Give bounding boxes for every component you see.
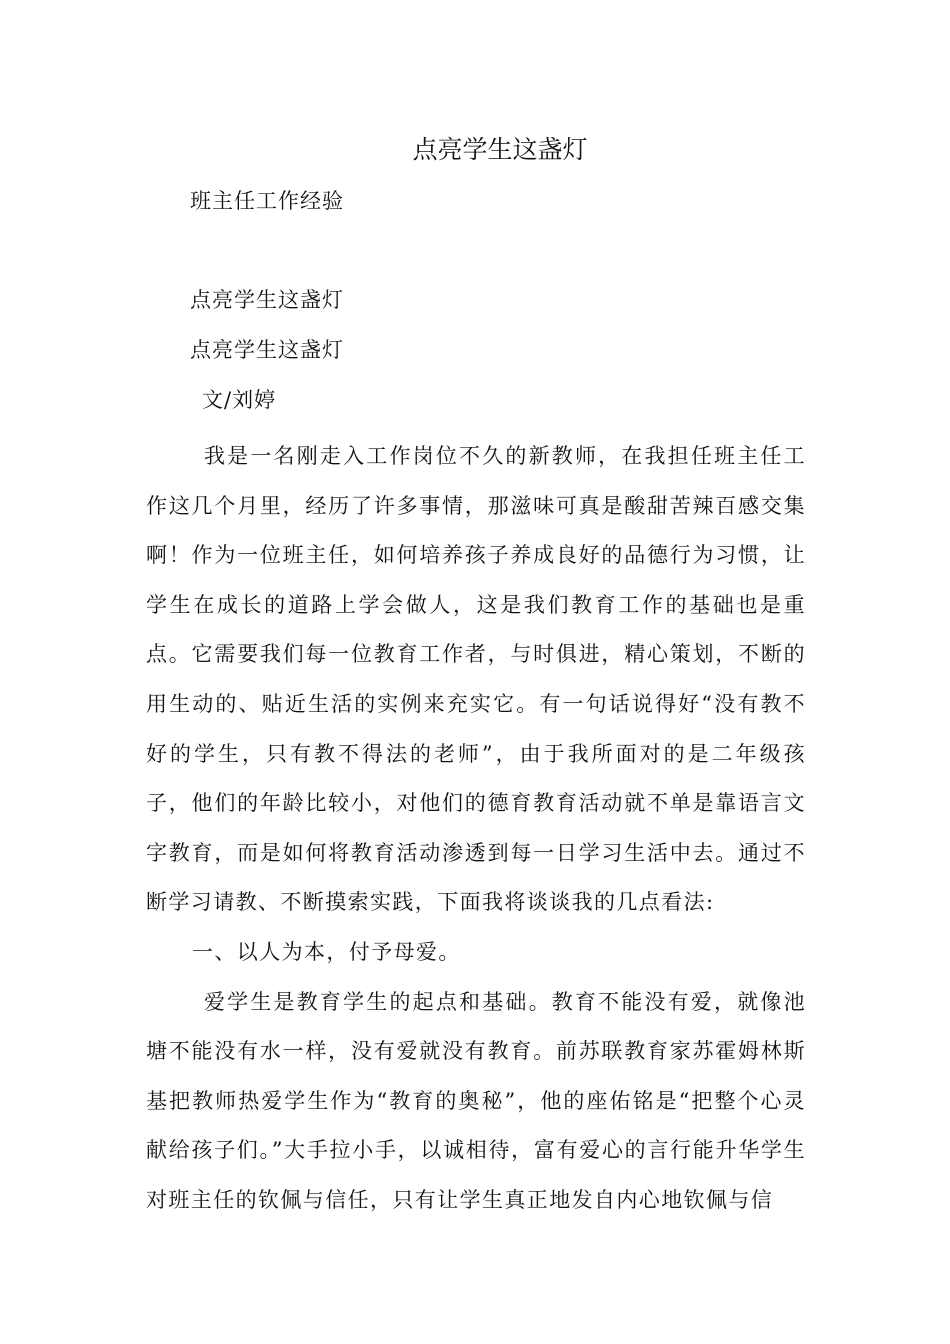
paragraph-intro: 我是一名刚走入工作岗位不久的新教师，在我担任班主任工作这几个月里，经历了许多事情，那滋味可真是酸甜苦辣百感交集啊！作为一位班主任，如何培养孩子养成良好的品德行为习惯，让学生在成长的道路上学会做人，这是我们教育工作的基础也是重点。它需要我们每一位教育工作者，与时俱进，精心策划，不断的用生动的、贴近生活的实例来充实它。有一句话说得好“没有教不好的学生，只有教不得法的老师”，由于我所面对的是二年级孩子，他们的年龄比较小，对他们的德育教育活动就不单是靠语言文字教育，而是如何将教育活动渗透到每一日学习生活中去。通过不断学习请教、不断摸索实践，下面我将谈谈我的几点看法: — [146, 444, 806, 915]
paragraph-love: 爱学生是教育学生的起点和基础。教育不能没有爱，就像池塘不能没有水一样，没有爱就没有教育。前苏联教育家苏霍姆林斯基把教师热爱学生作为“教育的奥秘”，他的座佑铭是“把整个心灵献给孩子们。”大手拉小手，以诚相待，富有爱心的言行能升华学生对班主任的钦佩与信任，只有让学生真正地发自内心地钦佩与信 — [146, 989, 806, 1212]
repeat-title-1: 点亮学生这盏灯 — [190, 288, 344, 312]
document-subtitle: 班主任工作经验 — [190, 189, 344, 213]
author-line: 文/刘婷 — [202, 388, 277, 412]
section-heading: 一、以人为本，付予母爱。 — [192, 939, 461, 964]
repeat-title-2: 点亮学生这盏灯 — [190, 338, 344, 362]
document-title: 点亮学生这盏灯 — [412, 135, 588, 164]
body-text — [146, 432, 806, 1226]
